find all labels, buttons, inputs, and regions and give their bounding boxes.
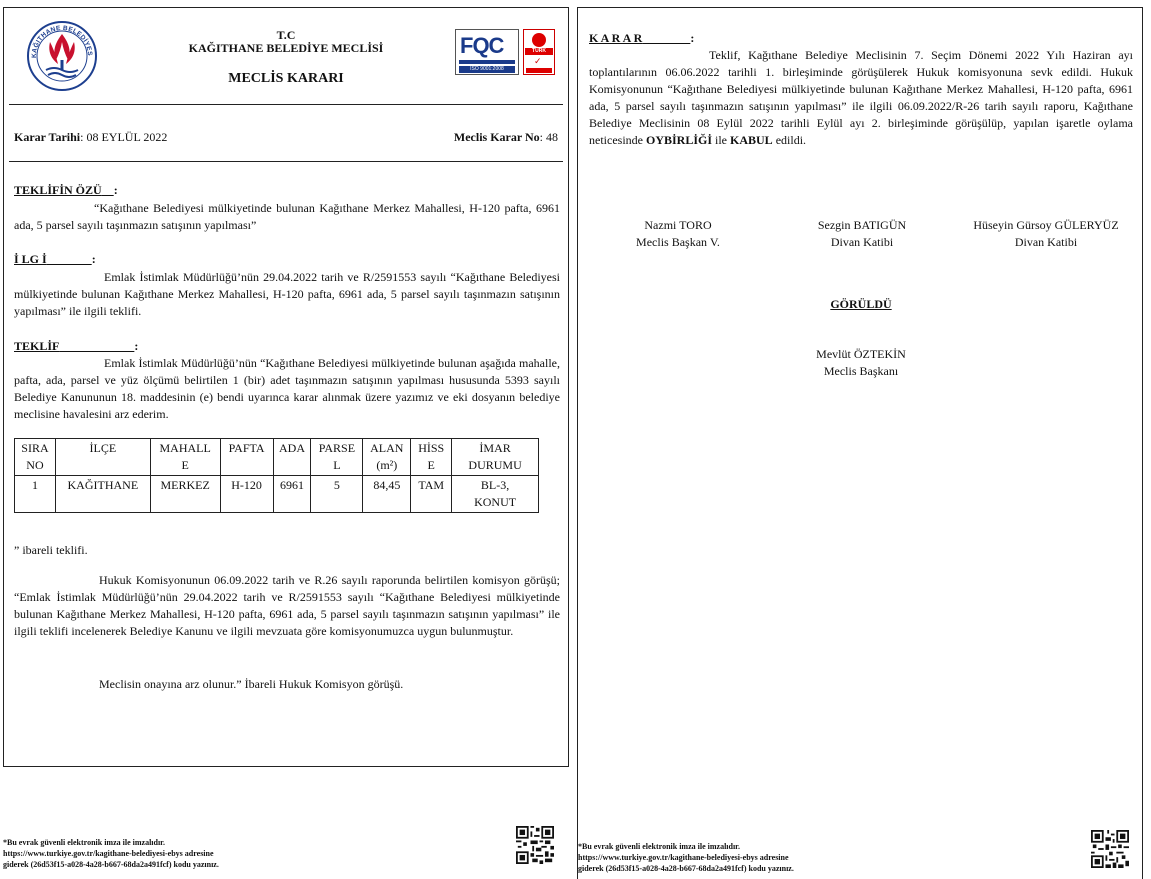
ilgi-heading: İ LG İ : <box>14 252 96 266</box>
onay-text: Meclisin onayına arz olunur.” İbareli Hukuk Komisyon görüşü. <box>99 677 404 691</box>
signature-baskan-vekili: Nazmi TORO Meclis Başkan V. <box>636 218 720 249</box>
col-mahalle: MAHALL E <box>150 439 220 476</box>
page-2 <box>577 7 1143 879</box>
col-imar: İMAR DURUMU <box>452 439 539 476</box>
cell-mahalle: MERKEZ <box>150 476 220 513</box>
goruldu-heading: GÖRÜLDÜ <box>830 297 892 311</box>
cell-alan: 84,45 <box>363 476 411 513</box>
signature-baskan: Mevlüt ÖZTEKİN Meclis Başkanı <box>816 347 906 378</box>
col-ada: ADA <box>273 439 311 476</box>
e-signature-note: *Bu evrak güvenli elektronik imza ile imzalıdır. https://www.turkiye.gov.tr/kagithane-belediyesi-ebys adresine giderek (26d53f15-a028-4a28-b667-68da2a491fcf) kodu yazınız. <box>3 838 219 869</box>
cell-ada: 6961 <box>273 476 311 513</box>
svg-text:KAĞITHANE BELEDİYESİ: KAĞITHANE BELEDİYES <box>30 24 94 59</box>
teklif-text: Emlak İstimlak Müdürlüğü’nün “Kağıthane Belediyesi mülkiyetinde bulunan aşağıda mahalle, pafta, ada, parsel ve yüz ölçümü belirtilen 1 (bir) adet taşınmazın satışının yapılması hususunda 5393 sayılı Belediye Kanununun 18. maddesinin (e) bendi uyarınca karar alınmak üzere yazımız ve eki dosyanın belediye meclisine havalesini arz ederim. <box>14 356 560 421</box>
header-org: KAĞITHANE BELEDİYE MECLİSİ <box>188 41 384 55</box>
tse-cert-label: TÜRK <box>525 48 553 55</box>
cell-pafta: H-120 <box>220 476 273 513</box>
col-hisse: HİSS E <box>411 439 452 476</box>
cell-parsel: 5 <box>311 476 363 513</box>
foc-cert-label: FQC <box>460 33 504 58</box>
ibareli-text: ” ibareli teklifi. <box>14 543 88 557</box>
komisyon-text: Hukuk Komisyonunun 06.09.2022 tarih ve R.26 sayılı raporunda belirtilen komisyon görüşü; “Emlak İstimlak Müdürlüğü’nün 29.04.2022 tarih ve R/2591553 sayılı “Kağıthane Belediyesi mülkiyetinde bulunan Kağıthane Merkez Mahallesi, H-120 pafta, 6961 ada, 5 parsel sayılı taşınmazın satışının yapılması” ile ilgili teklifi incelenerek Belediye Kanunu ve ilgili mevzuata göre komisyonumuzca uygun bulunmuştur. <box>14 573 560 638</box>
tse-crescent-icon <box>532 33 546 47</box>
decision-date: Karar Tarihi: 08 EYLÜL 2022 <box>14 130 168 144</box>
kagithane-logo-icon <box>26 20 98 92</box>
header-tc: T.C <box>276 28 296 42</box>
tse-cert-badge <box>523 29 555 75</box>
signature-divan-katibi-2: Hüseyin Gürsoy GÜLERYÜZ Divan Katibi <box>973 218 1119 249</box>
signature-divan-katibi-1: Sezgin BATIGÜN Divan Katibi <box>817 218 907 249</box>
teklif-heading: TEKLİF : <box>14 339 139 353</box>
ilgi-text: Emlak İstimlak Müdürlüğü’nün 29.04.2022 tarih ve R/2591553 sayılı “Kağıthane Belediyesi mülkiyetinde bulunan Kağıthane Merkez Mahallesi, H-120 pafta, 6961 ada, 5 parsel sayılı taşınmazın satışının yapılması” ile ilgili teklifi. <box>14 270 560 318</box>
page-title: MECLİS KARARI <box>228 71 344 86</box>
table-header-row <box>15 439 539 476</box>
col-sira: SIRA NO <box>15 439 56 476</box>
col-parsel: PARSE L <box>311 439 363 476</box>
cell-ilce: KAĞITHANE <box>55 476 150 513</box>
col-pafta: PAFTA <box>220 439 273 476</box>
check-icon: ✓ <box>534 56 542 66</box>
ozu-text: “Kağıthane Belediyesi mülkiyetinde bulunan Kağıthane Merkez Mahallesi, H-120 pafta, 6961 ada, 5 parsel sayılı taşınmazın satışının yapılması” <box>14 201 560 232</box>
e-signature-note-2: *Bu evrak güvenli elektronik imza ile imzalıdır. https://www.turkiye.gov.tr/kagithane-belediyesi-ebys adresine giderek (26d53f15-a028-4a28-b667-68da2a491fcf) kodu yazınız. <box>578 842 794 873</box>
qr-code-icon <box>1091 830 1129 868</box>
property-table <box>14 438 539 513</box>
meta-divider <box>9 161 563 162</box>
col-ilce: İLÇE <box>55 439 150 476</box>
iso-cert-label: ISO 9001:2008 <box>459 66 515 73</box>
cell-imar: BL-3, KONUT <box>452 476 539 513</box>
header-divider <box>9 104 563 105</box>
foc-cert-badge <box>455 29 519 75</box>
qr-code-icon <box>516 826 554 864</box>
cell-sira: 1 <box>15 476 56 513</box>
decision-number: Meclis Karar No: 48 <box>453 130 558 144</box>
table-row <box>15 476 539 513</box>
page-1 <box>3 7 569 767</box>
ozu-heading: TEKLİFİN ÖZÜ : <box>14 183 118 197</box>
cell-hisse: TAM <box>411 476 452 513</box>
karar-heading: K A R A R : <box>589 31 695 45</box>
karar-text: Teklif, Kağıthane Belediye Meclisinin 7. Seçim Dönemi 2022 Yılı Haziran ayı toplantılarının 06.06.2022 tarihli 1. birleşiminde görüşülerek Hukuk komisyonuna sevk edildi. Hukuk Komisyonunun “Kağıthane Belediyesi mülkiyetinde bulunan Kağıthane Merkez Mahallesi, H-120 pafta, 6961 ada, 5 parsel sayılı taşınmazın satışının yapılması” ile ilgili 06.09.2022/R-26 tarih sayılı raporu, Kağıthane Belediye Meclisinin 08 Eylül 2022 tarihli Eylül ayı 2. birleşiminde görüşülüp, yapılan işaretle oylama neticesinde OYBİRLİĞİ ile KABUL edildi. <box>589 48 1133 147</box>
col-alan: ALAN (m²) <box>363 439 411 476</box>
